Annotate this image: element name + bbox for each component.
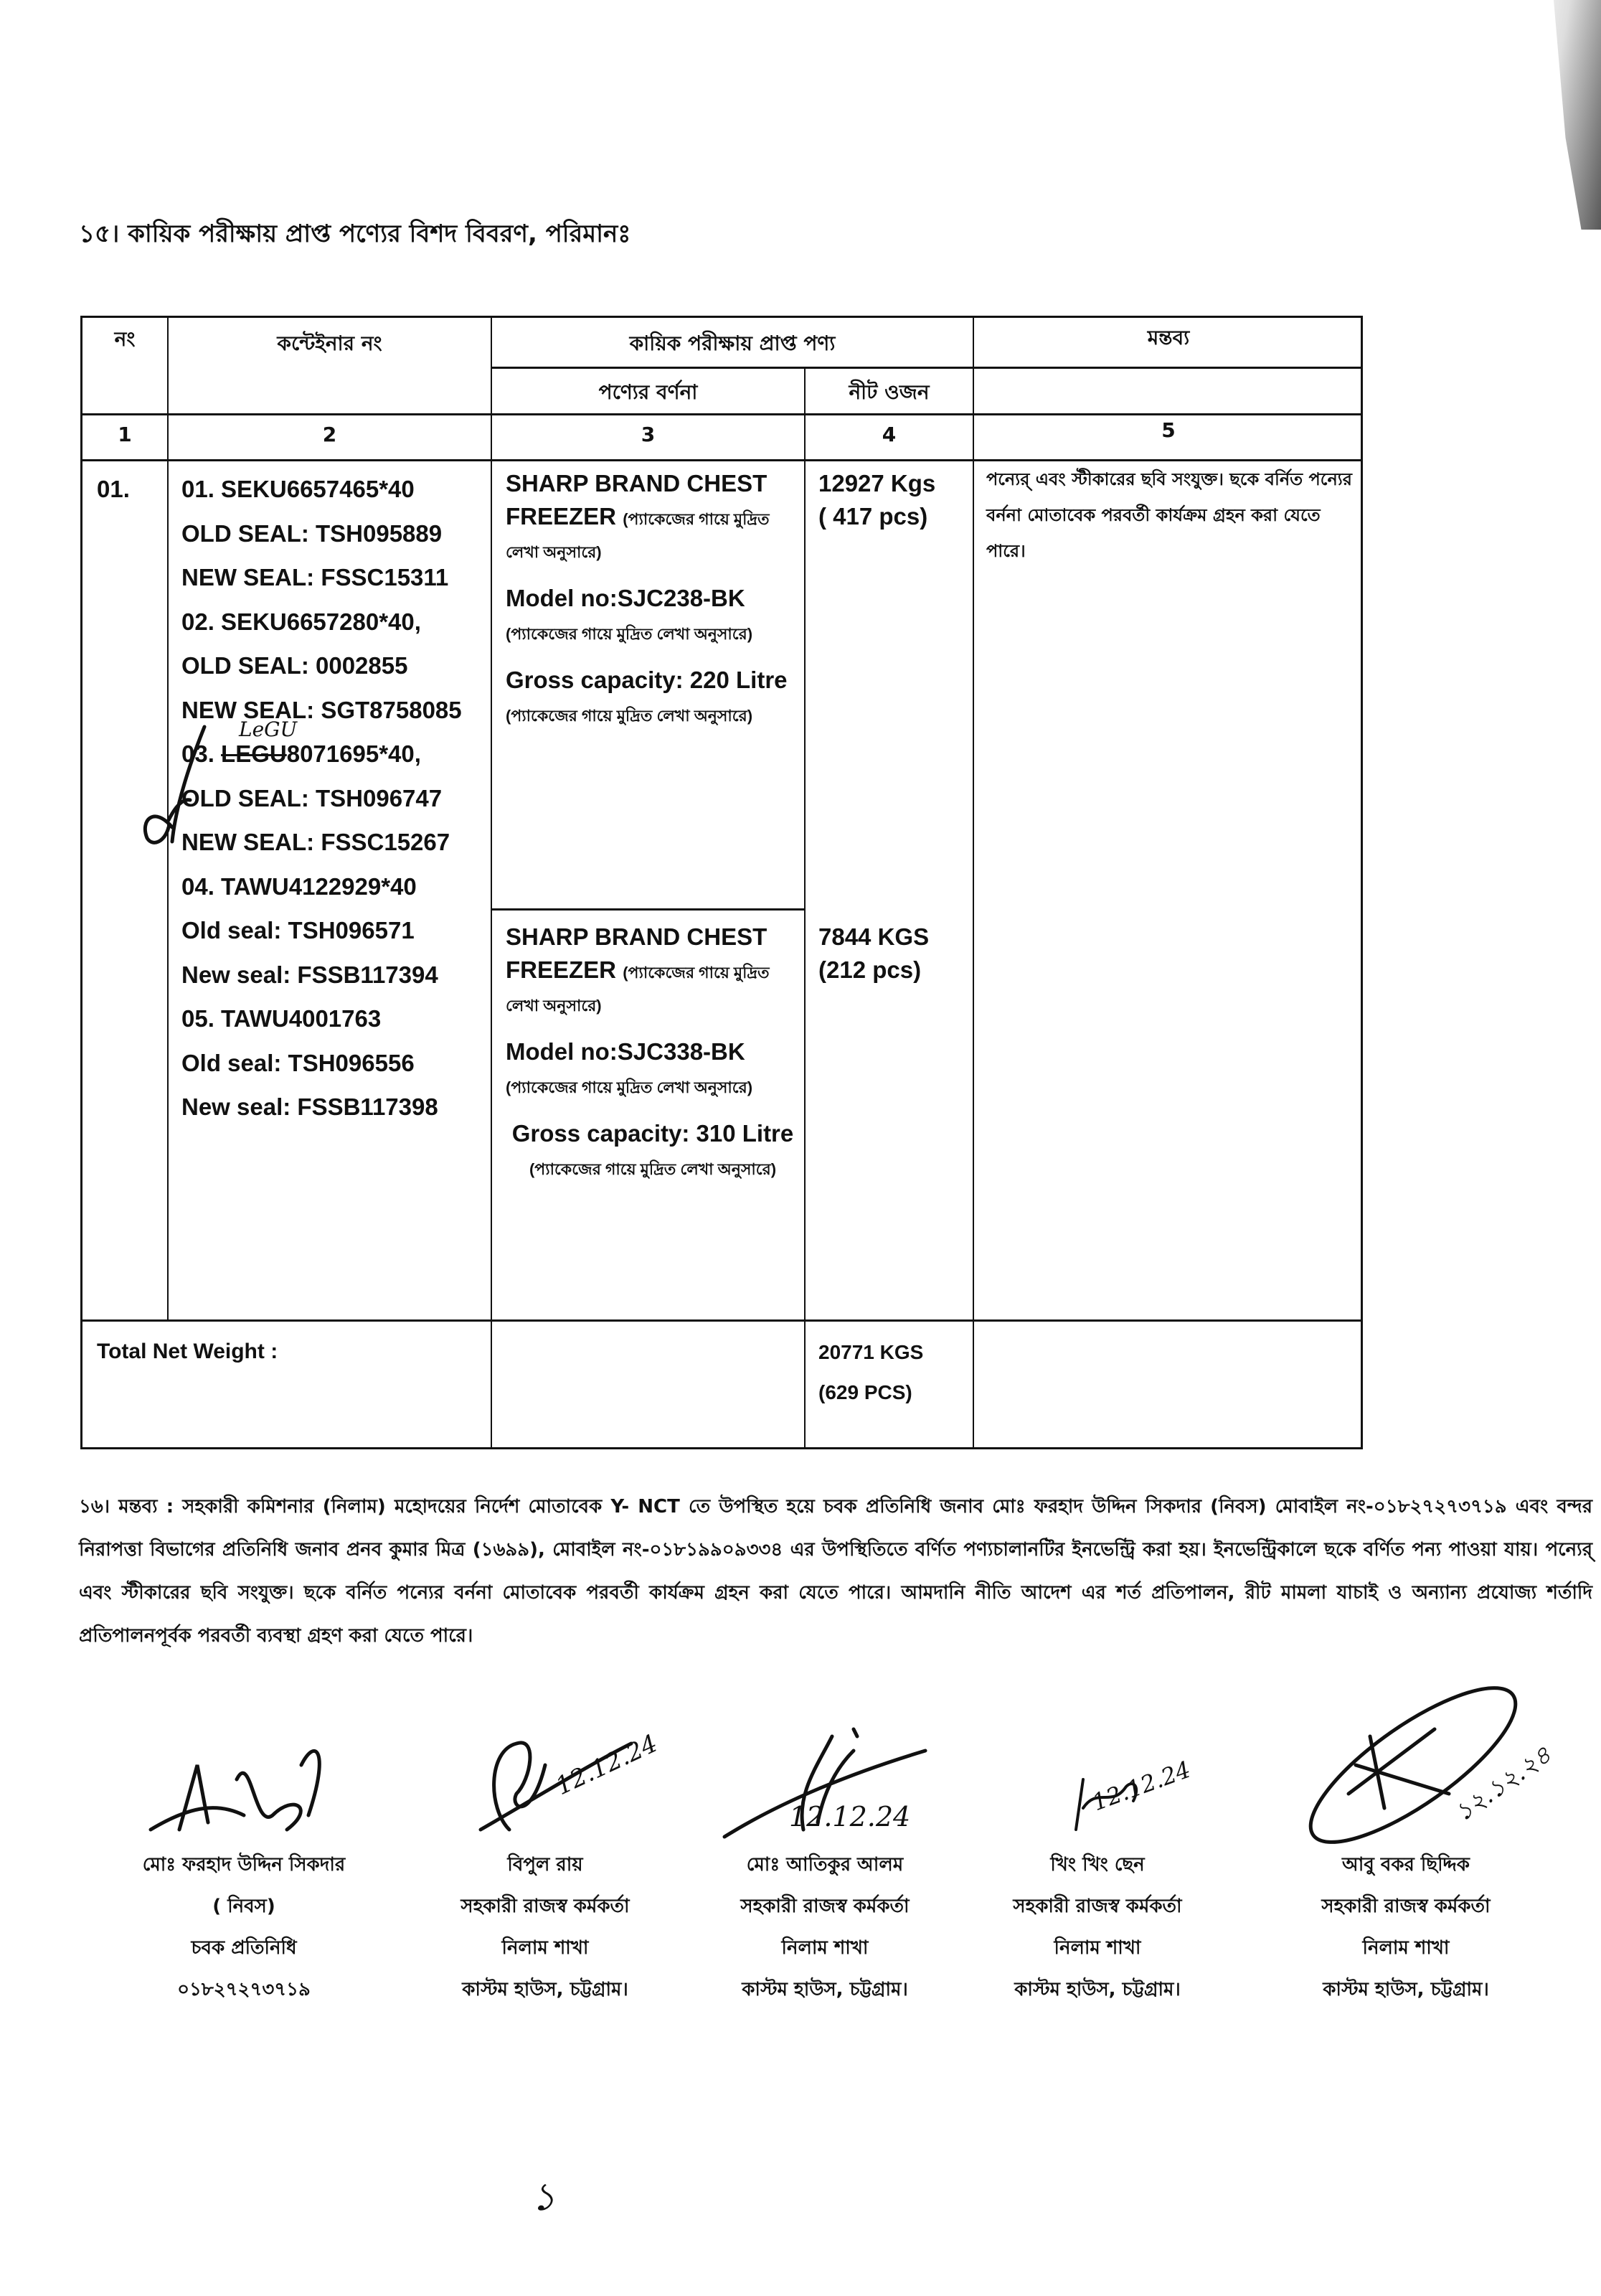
item-2-capacity-note: (প্যাকেজের গায়ে মুদ্রিত লেখা অনুসারে): [529, 1160, 777, 1178]
colnum-2: 2: [322, 423, 337, 446]
container-line: 04. TAWU4122929*40: [181, 872, 417, 900]
handwritten-correction: LeGU: [239, 718, 298, 741]
item-2-description: [506, 921, 800, 1199]
signatory-1: [100, 1722, 387, 2010]
header-rule: [82, 413, 1363, 415]
container-line: 05. TAWU4001763: [181, 1005, 382, 1032]
container-line: 01. SEKU6657465*40: [181, 476, 415, 502]
item-2-weight: 7844 KGS: [818, 923, 930, 950]
total-pieces: (629 PCS): [818, 1381, 912, 1403]
signatory-3-line: নিলাম শাখা: [781, 1937, 869, 1959]
signatory-3-date: 12.12.24: [789, 1801, 911, 1832]
colnum-4: 4: [882, 423, 897, 446]
item-2-weight-cell: [818, 921, 969, 987]
signatory-4-line: কাস্টম হাউস, চট্টগ্রাম।: [1014, 1979, 1181, 2000]
item-1-name-note: (প্যাকেজের গায়ে মুদ্রিত লেখা অনুসারে): [506, 510, 770, 561]
signatory-1-line: চবক প্রতিনিধি: [191, 1937, 297, 1959]
header-description: পণ্যের বর্ণনা: [598, 380, 698, 404]
signatory-5-name: আবু বকর ছিদ্দিক: [1342, 1854, 1470, 1876]
inventory-table: [80, 316, 1363, 1449]
col-rule-2: [491, 318, 492, 1449]
handwritten-tick-mark: [133, 720, 222, 849]
signatory-2: [402, 1722, 689, 2010]
signatory-1-name: মোঃ ফরহাদ উদ্দিন সিকদার: [142, 1854, 346, 1876]
total-label: Total Net Weight :: [97, 1340, 278, 1363]
signatory-4-line: সহকারী রাজস্ব কর্মকর্তা: [1013, 1896, 1182, 1917]
signatory-2-name: বিপুল রায়: [507, 1854, 583, 1876]
item-1-pieces: ( 417 pcs): [818, 503, 928, 530]
container-line: Old seal: TSH096556: [181, 1049, 415, 1076]
container-line: OLD SEAL: TSH096747: [181, 784, 443, 811]
section-15-title: ১৫। কায়িক পরীক্ষায় প্রাপ্ত পণ্যের বিশদ বিবরণ, পরিমানঃ: [79, 220, 631, 248]
signatory-1-line: ০১৮২৭২৭৩৭১৯: [177, 1979, 311, 2000]
signatory-4-name: খিং খিং ছেন: [1050, 1854, 1145, 1876]
item-2-capacity: Gross capacity: 310 Litre: [511, 1120, 794, 1147]
container-line: Old seal: TSH096571: [181, 917, 415, 944]
remark-text: পন্যের্ এবং স্টীকারের ছবি সংযুক্ত। ছকে বর্নিত পন্যের বর্ননা মোতাবেক পরবর্তী কার্যক্রম গ্রহন করা যেতে পারে।: [986, 469, 1352, 561]
signatory-3: [681, 1722, 968, 2010]
signatory-3-line: সহকারী রাজস্ব কর্মকর্তা: [740, 1896, 910, 1917]
header-remarks: মন্তব্য: [1147, 326, 1190, 349]
container-line: NEW SEAL: FSSC15267: [181, 829, 450, 855]
item-1-capacity-note: (প্যাকেজের গায়ে মুদ্রিত লেখা অনুসারে): [506, 707, 753, 725]
item-1-weight: 12927 Kgs: [818, 470, 936, 497]
item-2-pieces: (212 pcs): [818, 956, 922, 983]
signatory-3-name: মোঃ আতিকুর আলম: [746, 1854, 904, 1876]
container-line: New seal: FSSB117398: [181, 1093, 438, 1120]
item-1-capacity: Gross capacity: 220 Litre: [506, 667, 788, 693]
item-1-model: Model no:SJC238-BK: [506, 585, 745, 611]
item-1-model-note: (প্যাকেজের গায়ে মুদ্রিত লেখা অনুসারে): [506, 625, 753, 643]
signatory-5: [1248, 1686, 1564, 2010]
scan-edge-shadow: [1522, 0, 1601, 230]
container-line: NEW SEAL: FSSC15311: [181, 564, 449, 591]
section-16-remarks: ১৬। মন্তব্য : সহকারী কমিশনার (নিলাম) মহোদয়ের নির্দেশ মোতাবেক Y- NCT তে উপস্থিত হয়ে চবক প্রতিনিধি জনাব মোঃ ফরহাদ উদ্দিন সিকদার (নিবস) মোবাইল নং-০১৮২৭২৭৩৭১৯ এবং বন্দর নিরাপত্তা বিভাগের প্রতিনিধি জনাব প্রনব কুমার মিত্র (১৬৯৯), মোবাইল নং-০১৮১৯৯০৯৩৩৪ এর উপস্থিতিতে বর্ণিত পণ্যচালানটির ইনভেন্ট্রি করা হয়। ইনভেন্ট্রিকালে ছকে বর্ণিত পন্য পাওয়া যায়। পন্যের্ এবং স্টীকারের ছবি সংযুক্ত। ছকে বর্নিত পন্যের বর্ননা মোতাবেক পরবর্তী কার্যক্রম গ্রহন করা যেতে পারে। আমদানি নীতি আদেশ এর শর্ত প্রতিপালন, রীট মামলা যাচাই ও অন্যান্য প্রযোজ্য শর্তাদি প্রতিপালনপূর্বক পরবর্তী ব্যবস্থা গ্রহণ করা যেতে পারে।: [79, 1496, 1592, 1647]
item-2-name: SHARP BRAND CHEST FREEZER: [506, 923, 768, 983]
subheader-rule: [492, 367, 1363, 369]
container-line-03: [181, 718, 490, 776]
item-2-name-note: (প্যাকেজের গায়ে মুদ্রিত লেখা অনুসারে): [506, 964, 770, 1015]
signatory-5-line: সহকারী রাজস্ব কর্মকর্তা: [1321, 1896, 1491, 1917]
container-line: OLD SEAL: 0002855: [181, 652, 408, 679]
container-line: New seal: FSSB117394: [181, 961, 438, 988]
col-rule-3: [804, 367, 806, 1449]
page-number: ১: [531, 2174, 557, 2219]
colnum-3: 3: [641, 423, 656, 446]
signatory-4: [954, 1722, 1241, 2010]
header-no: নং: [114, 327, 136, 351]
total-weight-cell: [818, 1332, 969, 1413]
header-goods-group: কায়িক পরীক্ষায় প্রাপ্ত পণ্য: [629, 331, 836, 355]
colnum-1: 1: [118, 423, 132, 446]
signatory-5-date: ১২.১২.২৪: [1450, 1740, 1557, 1828]
container-line: NEW SEAL: SGT8758085: [181, 696, 462, 723]
signatory-2-line: সহকারী রাজস্ব কর্মকর্তা: [461, 1896, 630, 1917]
signatory-2-line: নিলাম শাখা: [501, 1937, 589, 1959]
col-rule-4: [973, 318, 974, 1449]
item-1-weight-cell: [818, 467, 969, 533]
signatory-1-line: ( নিবস): [212, 1896, 275, 1917]
container-list: [181, 467, 490, 1129]
header-net-weight: নীট ওজন: [849, 380, 930, 404]
item-1-name: SHARP BRAND CHEST FREEZER: [506, 470, 768, 530]
row-serial: 01.: [97, 476, 130, 502]
signature-1: [129, 1722, 359, 1844]
signatory-4-line: নিলাম শাখা: [1054, 1937, 1141, 1959]
container-03-rest: 8071695*40,: [286, 740, 421, 767]
item-1-description: [506, 467, 800, 745]
signatory-5-line: কাস্টম হাউস, চট্টগ্রাম।: [1323, 1979, 1489, 2000]
signatory-2-date: 12.12.24: [551, 1728, 662, 1802]
container-03-struck-prefix: LEGU: [221, 740, 287, 767]
item-split-rule: [492, 908, 806, 911]
item-2-model: Model no:SJC338-BK: [506, 1038, 745, 1065]
signatory-3-line: কাস্টম হাউস, চট্টগ্রাম।: [742, 1979, 908, 2000]
total-rule: [82, 1319, 1363, 1322]
container-line: 02. SEKU6657280*40,: [181, 608, 421, 635]
colnum-5: 5: [1161, 418, 1176, 442]
header-container-no: কন্টেইনার নং: [277, 331, 382, 355]
signatory-4-date: 12.12.24: [1088, 1755, 1194, 1817]
container-line: OLD SEAL: TSH095889: [181, 519, 443, 547]
container-03-prefix: 03.: [181, 740, 222, 767]
total-weight: 20771 KGS: [818, 1341, 924, 1363]
signatory-2-line: কাস্টম হাউস, চট্টগ্রাম।: [462, 1979, 628, 2000]
item-2-model-note: (প্যাকেজের গায়ে মুদ্রিত লেখা অনুসারে): [506, 1078, 753, 1096]
signatory-5-line: নিলাম শাখা: [1362, 1937, 1450, 1959]
